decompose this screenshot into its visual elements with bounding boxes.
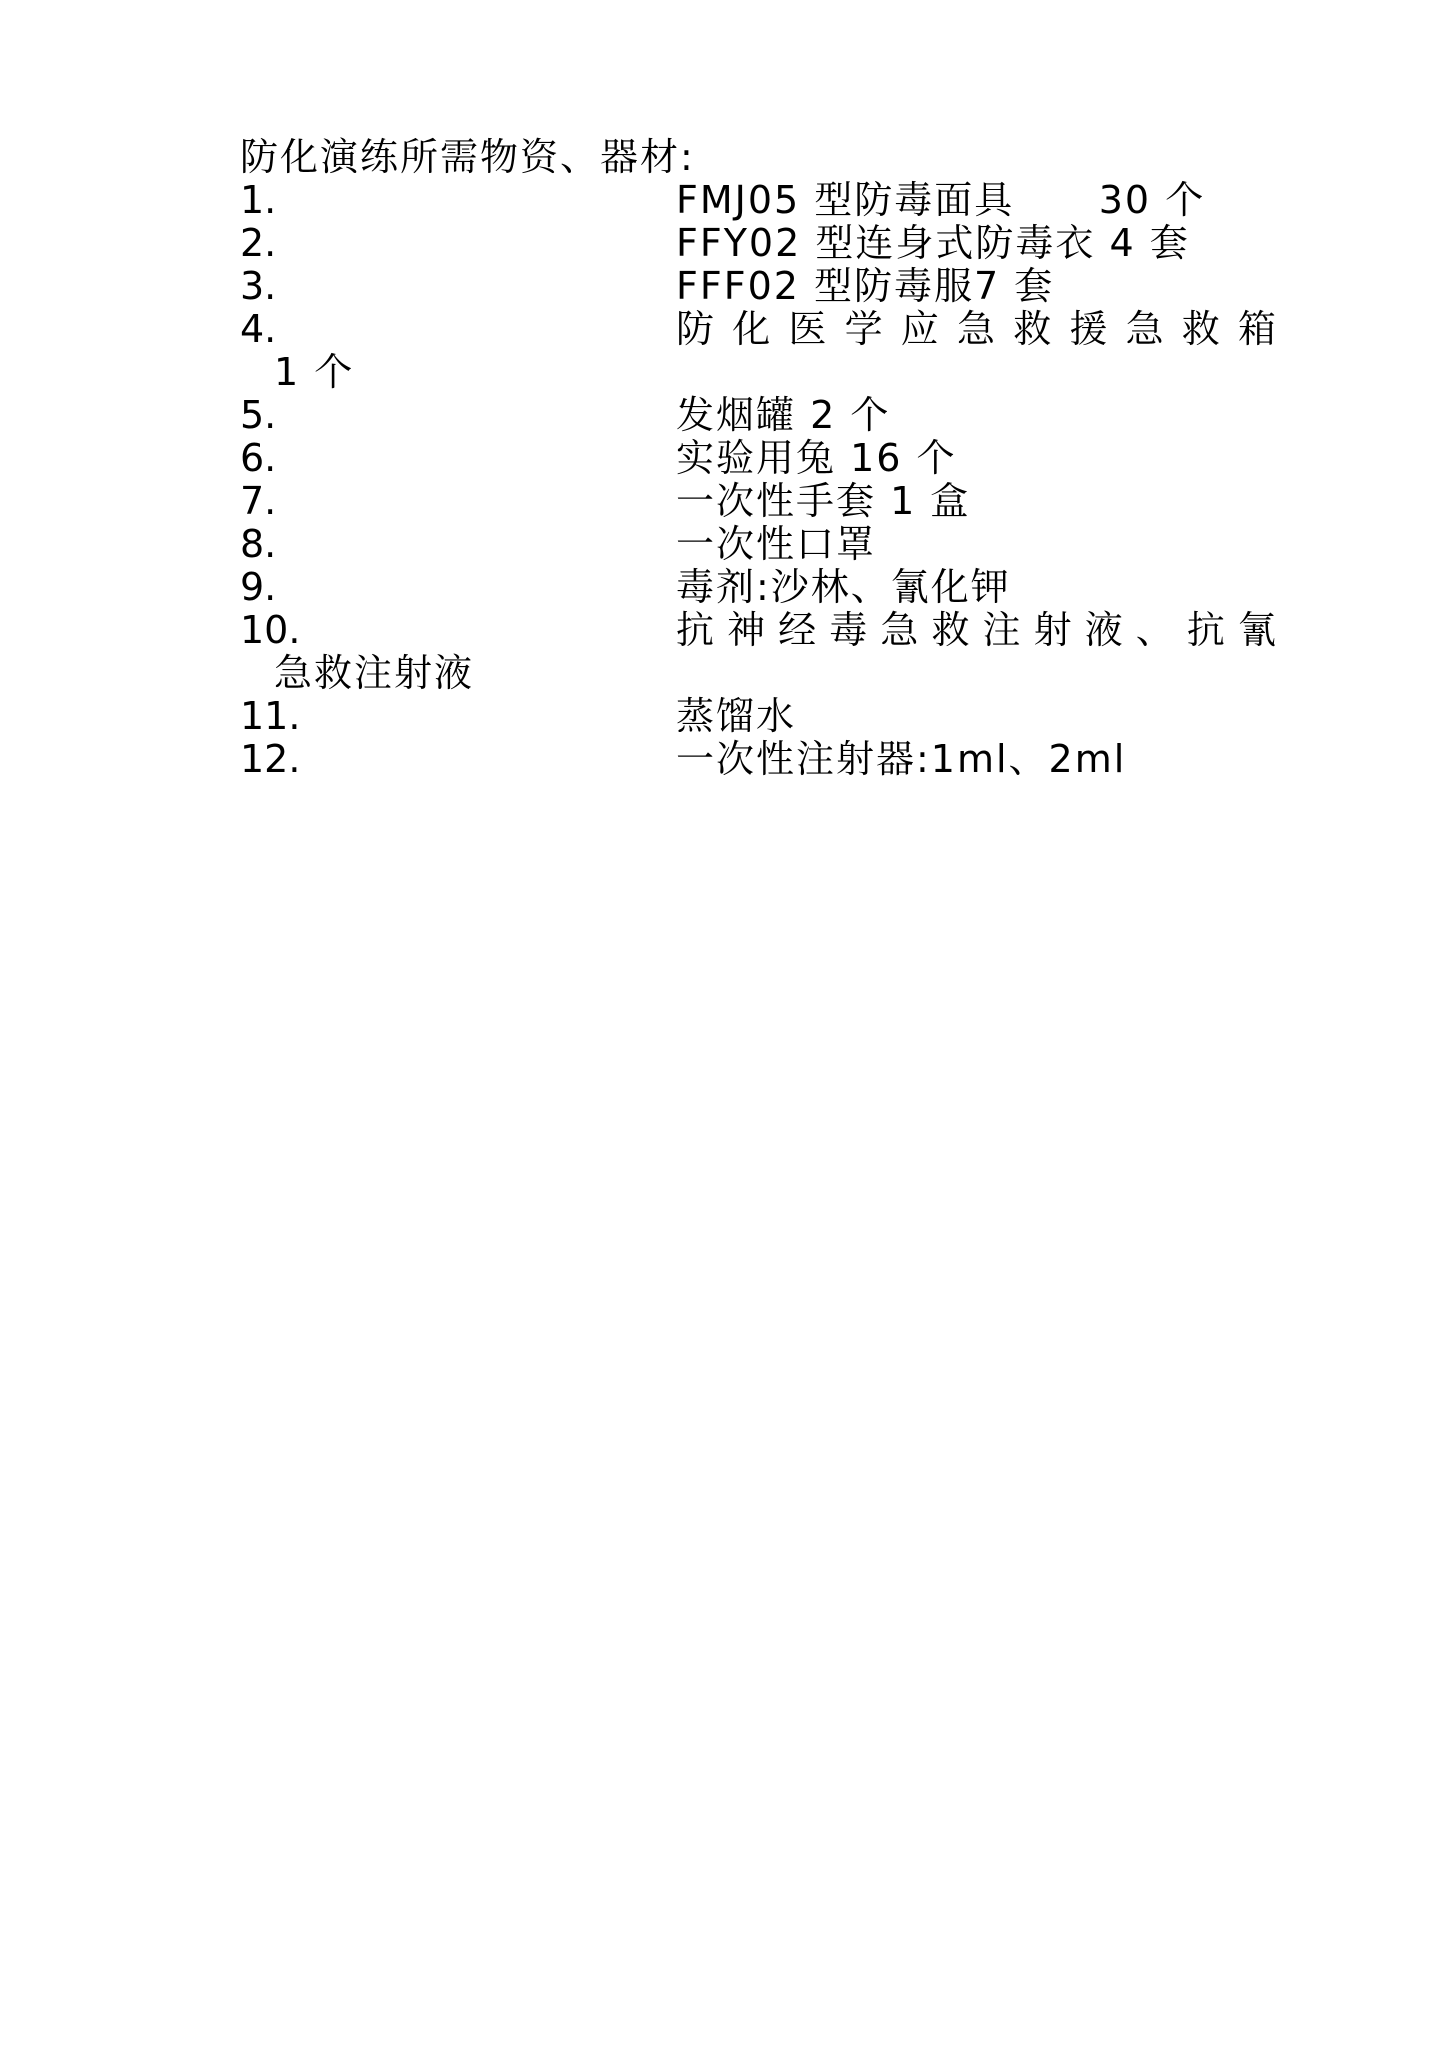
document-title: 防化演练所需物资、器材: xyxy=(240,135,695,179)
item-text: 蒸馏水 xyxy=(676,694,797,738)
item-number: 12. xyxy=(240,737,301,781)
list-item xyxy=(240,265,1280,308)
list-item xyxy=(240,738,1280,781)
item-text: 实验用兔 16 个 xyxy=(676,436,957,480)
item-number: 3. xyxy=(240,264,277,308)
list-item xyxy=(240,179,1280,222)
item-number: 2. xyxy=(240,221,277,265)
item-text xyxy=(676,609,1276,652)
item-number: 7. xyxy=(240,479,277,523)
item-text-justified: 抗神经毒急救注射液、抗氰 xyxy=(676,608,1276,652)
item-text xyxy=(676,308,1276,351)
item-text: 一次性手套 1 盒 xyxy=(676,479,971,523)
item-number: 11. xyxy=(240,694,301,738)
item-number: 1. xyxy=(240,178,277,222)
item-text: 发烟罐 2 个 xyxy=(676,393,891,437)
item-continuation: 急救注射液 xyxy=(274,651,475,695)
item-number: 9. xyxy=(240,565,277,609)
item-text-justified: 防化医学应急救援急救箱 xyxy=(676,307,1276,351)
item-text: FFY02 型连身式防毒衣 4 套 xyxy=(676,221,1190,265)
item-text: 毒剂:沙林、氰化钾 xyxy=(676,565,1011,609)
list-item xyxy=(240,480,1280,523)
item-text: FMJ05 型防毒面具 30 个 xyxy=(676,178,1206,222)
list-item xyxy=(240,695,1280,738)
list-item xyxy=(240,566,1280,609)
list-item xyxy=(240,308,1280,351)
item-number: 8. xyxy=(240,522,277,566)
list-item xyxy=(240,437,1280,480)
materials-list xyxy=(240,136,1280,781)
item-number: 4. xyxy=(240,307,277,351)
list-item xyxy=(240,394,1280,437)
list-item xyxy=(240,523,1280,566)
list-item xyxy=(240,609,1280,652)
item-number: 10. xyxy=(240,608,301,652)
item-text: FFF02 型防毒服7 套 xyxy=(676,264,1055,308)
item-number: 6. xyxy=(240,436,277,480)
item-continuation: 1 个 xyxy=(274,350,355,394)
item-text: 一次性注射器:1ml、2ml xyxy=(676,737,1127,781)
item-text: 一次性口罩 xyxy=(676,522,877,566)
item-number: 5. xyxy=(240,393,277,437)
list-item xyxy=(240,222,1280,265)
